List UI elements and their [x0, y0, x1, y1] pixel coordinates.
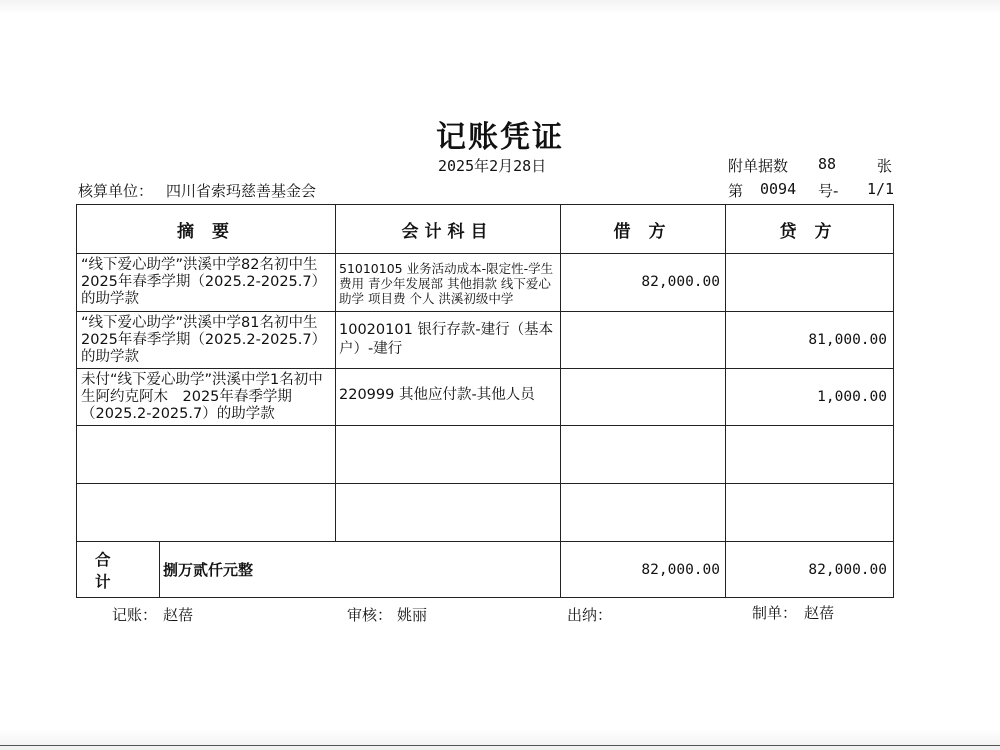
entry-account: 51010105 业务活动成本-限定性-学生费用 青少年发展部 其他捐款 线下爱心助学 项目费 个人 洪溪初级中学: [339, 261, 554, 306]
attachments-label: 附单据数: [728, 157, 789, 175]
entry-account: 10020101 银行存款-建行（基本户）-建行: [339, 322, 554, 357]
unit-name: 四川省索玛慈善基金会: [166, 182, 317, 200]
bookkeeper-name: 赵蓓: [163, 606, 194, 624]
total-label: 合 计: [95, 550, 123, 591]
total-credit: 82,000.00: [808, 561, 887, 578]
entry-account: 220999 其他应付款-其他人员: [339, 387, 535, 403]
cashier-label: 出纳：: [567, 606, 613, 624]
entry-credit: [725, 253, 892, 311]
voucher-number: 0094: [760, 180, 797, 198]
voucher-table: [76, 204, 894, 598]
bookkeeper-label: 记账：: [112, 606, 158, 624]
voucher-no-prefix: 第: [728, 182, 744, 200]
voucher-no-suffix: 号-: [818, 182, 839, 200]
column-header-debit: 借 方: [613, 221, 672, 242]
preparer-label: 制单：: [752, 604, 798, 622]
entry-debit: 82,000.00: [641, 274, 720, 290]
reviewer-name: 姚丽: [397, 606, 428, 624]
entry-credit: 81,000.00: [808, 331, 887, 348]
column-header-credit: 贷 方: [779, 221, 838, 242]
attachments-count: 88: [818, 155, 837, 173]
total-amount-in-words: 捌万贰仟元整: [163, 561, 254, 579]
unit-label: 核算单位：: [78, 182, 154, 200]
voucher-date: 2025年2月28日: [438, 157, 547, 175]
column-header-account: 会计科目: [401, 221, 494, 242]
document-title: 记账凭证: [436, 120, 564, 155]
entry-summary: “线下爱心助学”洪溪中学82名初中生2025年春季学期（2025.2-2025.7）的助学款: [81, 257, 327, 307]
entry-debit: [560, 311, 725, 368]
reviewer-label: 审核：: [347, 606, 393, 624]
entry-credit: 1,000.00: [817, 388, 887, 405]
preparer-name: 赵蓓: [804, 604, 835, 622]
entry-summary: “线下爱心助学”洪溪中学81名初中生2025年春季学期（2025.2-2025.7）的助学款: [81, 315, 327, 365]
voucher-page: 1/1: [867, 180, 895, 198]
attachments-unit: 张: [877, 157, 893, 175]
scan-edge-line: [0, 745, 1000, 746]
total-debit: 82,000.00: [641, 561, 720, 578]
column-header-summary: 摘 要: [177, 221, 235, 242]
entry-debit: [560, 368, 725, 425]
entry-summary: 未付“线下爱心助学”洪溪中学1名初中生阿约克阿木 2025年春季学期（2025.2-2025.7）的助学款: [81, 372, 323, 422]
